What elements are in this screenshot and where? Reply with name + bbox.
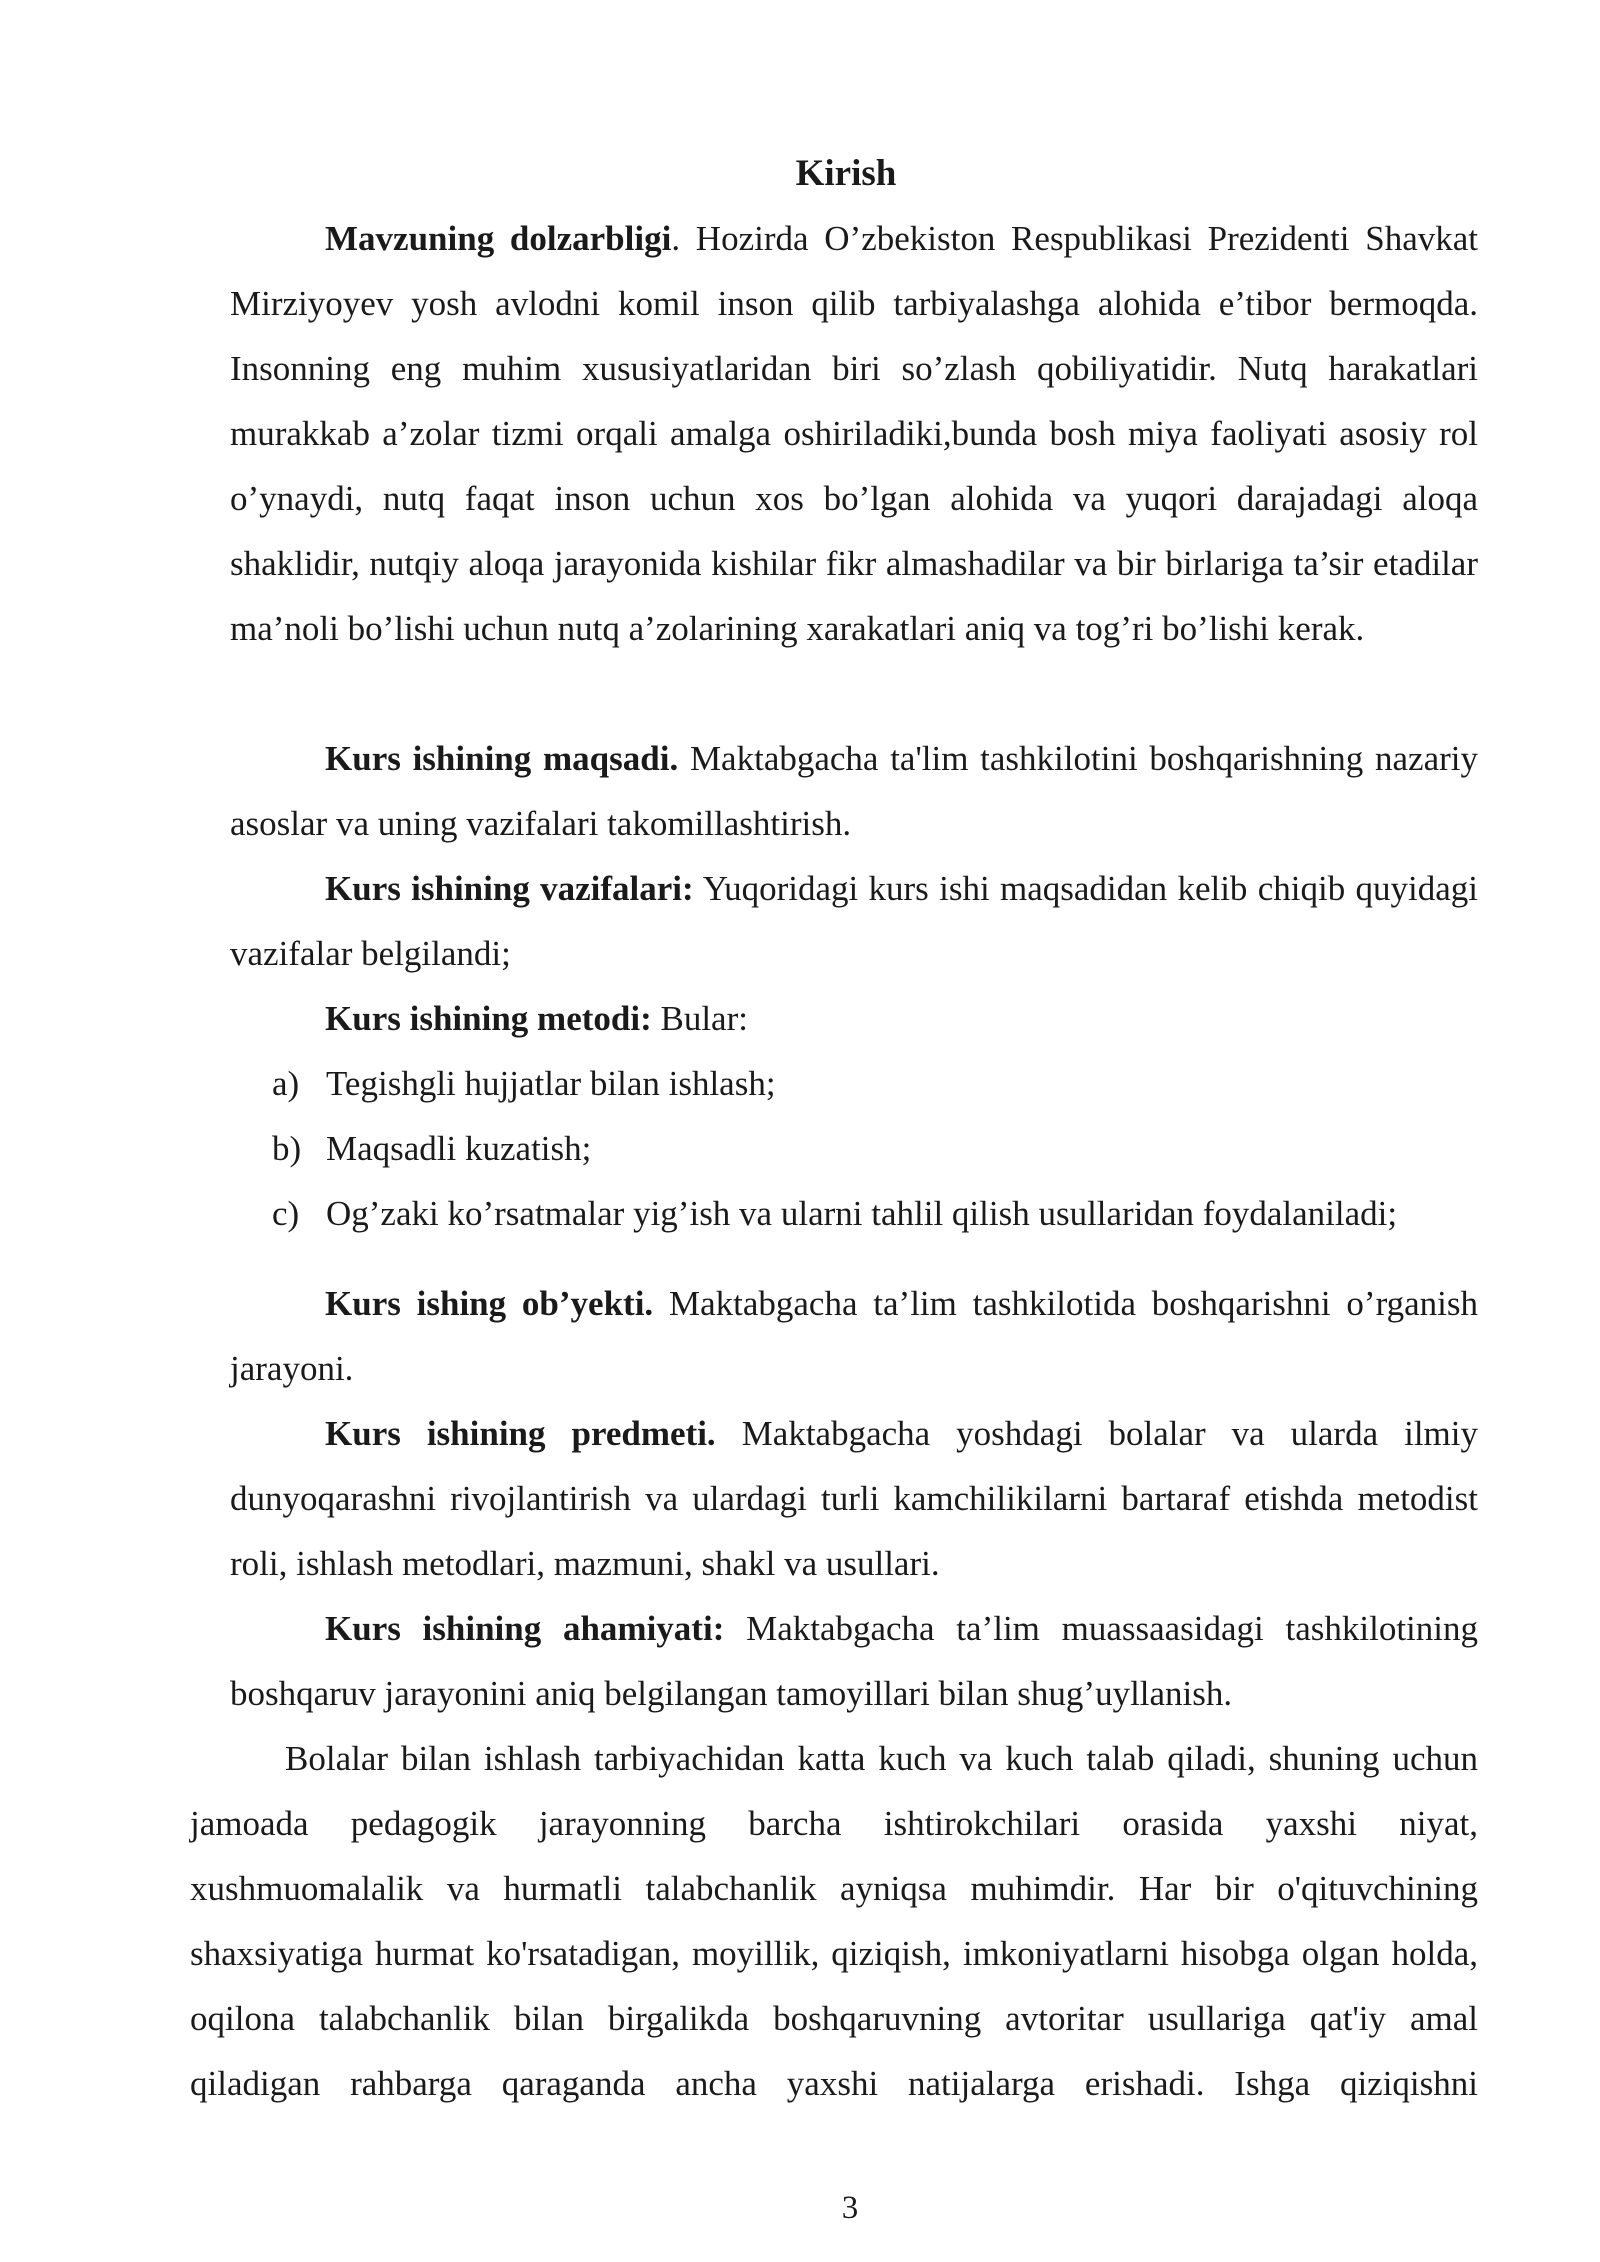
list-marker: a) bbox=[272, 1064, 300, 1103]
paragraph-lead: Mavzuning dolzarbligi bbox=[325, 219, 672, 258]
paragraph-lead: Kurs ishining vazifalari: bbox=[325, 869, 694, 908]
list-item-text: Maqsadli kuzatish; bbox=[326, 1129, 592, 1168]
list-item-text: Og’zaki ko’rsatmalar yig’ish va ularni tahlil qilish usullaridan foydalaniladi; bbox=[326, 1194, 1398, 1233]
list-item bbox=[272, 1051, 776, 1116]
paragraph-text: Maktabgacha ta’lim muassaasidagi tashkilotining boshqaruv jarayonini aniq belgilangan tamoyillari bilan shug’uyllanish. bbox=[230, 1609, 1479, 1713]
page-number: 3 bbox=[841, 2190, 859, 2226]
paragraph-significance bbox=[230, 1596, 1478, 1726]
paragraph-text: Maktabgacha yoshdagi bolalar va ularda ilmiy dunyoqarashni rivojlantirish va ulardagi turli kamchilikilarni bartaraf etishda metodist roli, ishlash metodlari, mazmuni, shakl va usullari. bbox=[230, 1414, 1478, 1583]
paragraph-lead: Kurs ishing ob’yekti. bbox=[325, 1284, 654, 1323]
list-marker: c) bbox=[272, 1194, 300, 1233]
paragraph-text: . Hozirda O’zbekiston Respublikasi Prezidenti Shavkat Mirziyoyev yosh avlodni komil inson qilib tarbiyalashga alohida e’tibor bermoqda. Insonning eng muhim xususiyatlaridan biri so’zlash qobiliyatidir. Nutq harakatlari murakkab a’zolar tizmi orqali amalga oshiriladiki,bunda bosh miya faoliyati asosiy rol o’ynaydi, nutq faqat inson uchun xos bo’lgan alohida va yuqori darajadagi aloqa shaklidir, nutqiy aloqa jarayonida kishilar fikr almashadilar va bir birlariga ta’sir etadilar ma’noli bo’lishi uchun nutq a’zolarining xarakatlari aniq va tog’ri bo’lishi kerak. bbox=[230, 219, 1479, 648]
paragraph-relevance bbox=[230, 206, 1478, 661]
paragraph-lead: Kurs ishining metodi: bbox=[325, 999, 652, 1038]
paragraph-text: Maktabgacha ta'lim tashkilotini boshqarishning nazariy asoslar va uning vazifalari takomillashtirish. bbox=[230, 739, 1479, 843]
list-marker: b) bbox=[272, 1129, 302, 1168]
paragraph-tasks bbox=[230, 856, 1478, 986]
paragraph-method bbox=[230, 986, 1478, 1051]
paragraph-goal bbox=[230, 726, 1478, 856]
list-item bbox=[272, 1116, 591, 1181]
list-item-text: Tegishgli hujjatlar bilan ishlash; bbox=[326, 1064, 776, 1103]
paragraph-text: Maktabgacha ta’lim tashkilotida boshqarishni o’rganish jarayoni. bbox=[230, 1284, 1478, 1388]
paragraph-subject bbox=[230, 1401, 1478, 1596]
paragraph-lead: Kurs ishining maqsadi. bbox=[325, 739, 679, 778]
list-item bbox=[272, 1181, 1397, 1246]
paragraph-text: Bular: bbox=[651, 999, 748, 1038]
paragraph-lead: Kurs ishining predmeti. bbox=[325, 1414, 716, 1453]
paragraph-text: Yuqoridagi kurs ishi maqsadidan kelib chiqib quyidagi vazifalar belgilandi; bbox=[230, 869, 1478, 973]
paragraph-object bbox=[230, 1271, 1478, 1401]
paragraph-body: Bolalar bilan ishlash tarbiyachidan katta kuch va kuch talab qiladi, shuning uchun jamoada pedagogik jarayonning barcha ishtirokchilari orasida yaxshi niyat, xushmuomalalik va hurmatli talabchanlik ayniqsa muhimdir. Har bir o'qituvchining shaxsiyatiga hurmat ko'rsatadigan, moyillik, qiziqish, imkoniyatlarni hisobga olgan holda, oqilona talabchanlik bilan birgalikda boshqaruvning avtoritar usullariga qat'iy amal qiladigan rahbarga qaraganda ancha yaxshi natijalarga erishadi. Ishga qiziqishni bbox=[190, 1739, 1478, 2103]
paragraph-lead: Kurs ishining ahamiyati: bbox=[325, 1609, 725, 1648]
page-title: Kirish bbox=[795, 153, 897, 194]
